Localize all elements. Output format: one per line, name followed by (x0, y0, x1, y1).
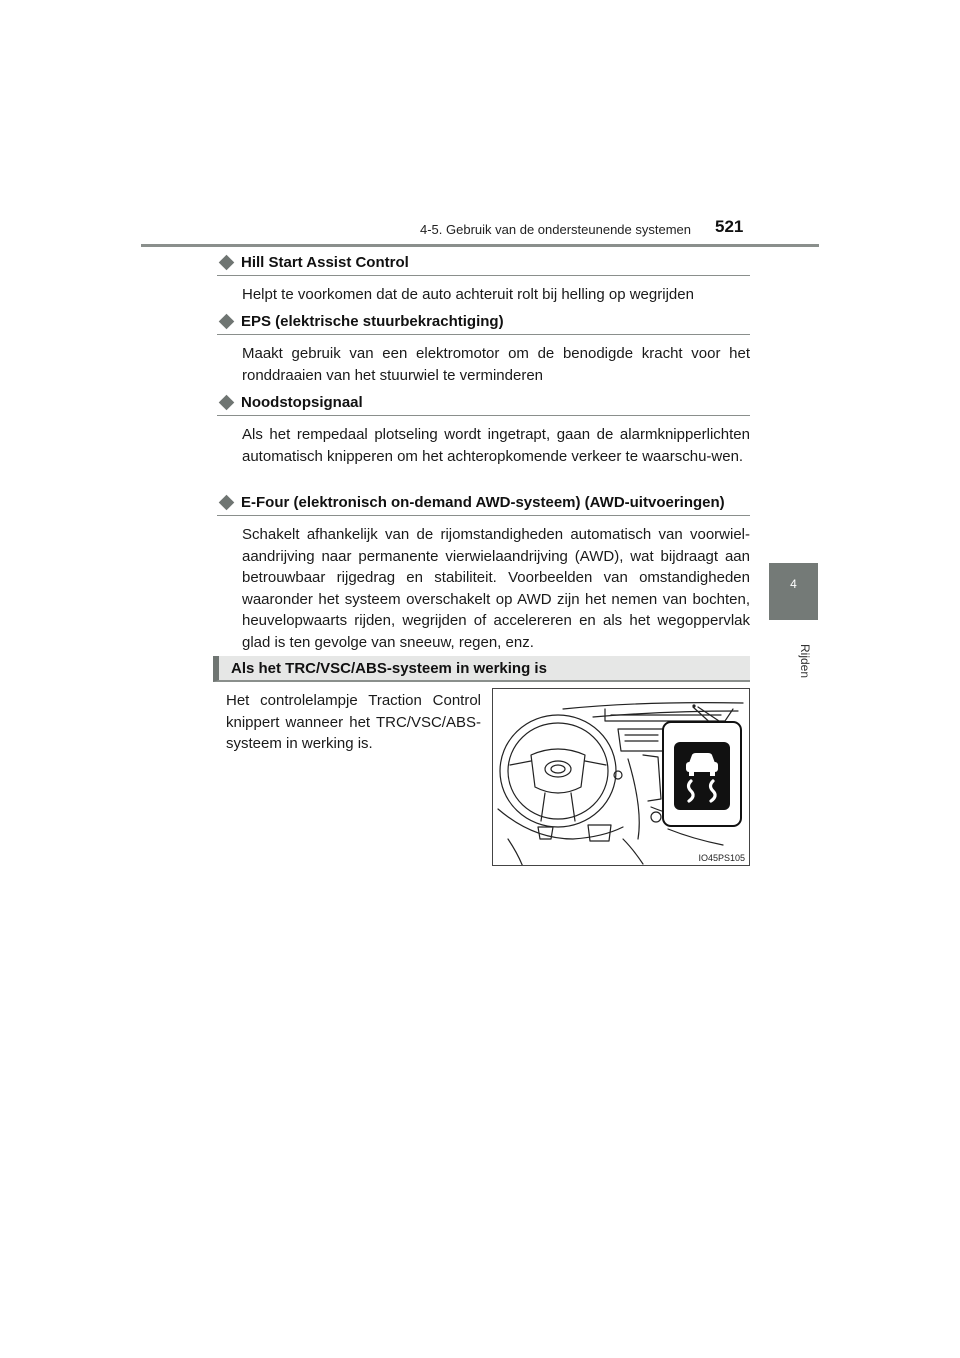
section-heading (217, 313, 750, 335)
section-body: Maakt gebruik van een elektromotor om de benodigde kracht voor het ronddraaien van het stuurwiel te verminderen (242, 345, 750, 384)
section-body: Helpt te voorkomen dat de auto achteruit rolt bij helling op wegrijden (242, 286, 694, 303)
trc-heading: Als het TRC/VSC/ABS-systeem in werking is (231, 660, 547, 677)
traction-control-icon (663, 722, 741, 826)
figure-code: IO45PS105 (698, 853, 745, 863)
running-header: 4-5. Gebruik van de ondersteunende systemen (420, 222, 692, 237)
section-title: Hill Start Assist Control (241, 254, 409, 271)
section-title: E-Four (elektronisch on-demand AWD-systeem) (AWD-uitvoeringen) (241, 494, 725, 511)
chapter-label: Rijden (798, 644, 812, 679)
section-heading (217, 494, 750, 516)
section-body: Als het rempedaal plotseling wordt ingetrapt, gaan de alarmknipperlichten automatisch knipperen om het achteropkomende verkeer te waarschu-wen. (242, 426, 750, 465)
section-hill-start (217, 254, 750, 306)
diamond-bullet-icon (219, 314, 235, 330)
diamond-bullet-icon (219, 255, 235, 271)
diamond-bullet-icon (219, 395, 235, 411)
chapter-tab: 4 (769, 563, 818, 620)
diamond-bullet-icon (219, 495, 235, 511)
page-number: 521 (715, 217, 744, 236)
trc-paragraph: Het controlelampje Traction Control knippert wanneer het TRC/VSC/ABS-systeem in werking is. (226, 692, 481, 752)
section-eps (217, 313, 750, 386)
trc-heading-bar (213, 656, 750, 682)
section-title: EPS (elektrische stuurbekrachtiging) (241, 313, 504, 330)
dashboard-drawing (493, 689, 750, 866)
section-emergency-stop (217, 394, 750, 467)
dashboard-illustration (492, 688, 750, 866)
section-heading (217, 394, 750, 416)
section-body: Schakelt afhankelijk van de rijomstandigheden automatisch van voorwiel-aandrijving naar permanente vierwielaandrijving (AWD), wat bijdraagt aan betrouwbaar rijgedrag en stabiliteit. Voorbeelden van omstandigheden waaronder het systeem overschakelt op AWD zijn het nemen van bochten, heuvelopwaarts rijden, wegrijden of accelereren en als het wegoppervlak glad is ten gevolge van sneeuw, regen, enz. (242, 526, 750, 651)
header-rule (141, 244, 819, 247)
section-title: Noodstopsignaal (241, 394, 363, 411)
section-e-four (217, 494, 750, 653)
section-heading (217, 254, 750, 276)
